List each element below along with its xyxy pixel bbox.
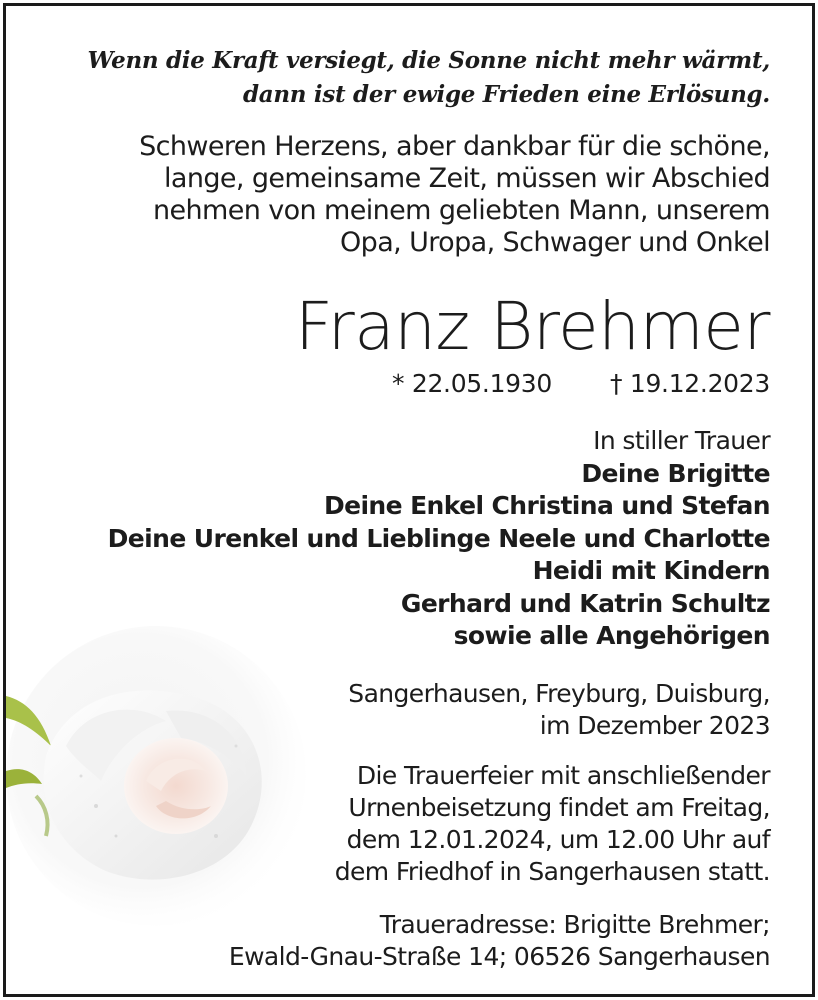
mourner-name: Gerhard und Katrin Schultz [400,588,770,618]
mourning-address [229,909,770,973]
intro-line: Opa, Uropa, Schwager und Onkel [340,227,770,258]
ceremony-line: Die Trauerfeier mit anschließender [356,761,770,790]
ceremony-line: dem Friedhof in Sangerhausen statt. [334,857,770,886]
motto-line: dann ist der ewige Frieden eine Erlösung. [243,81,770,108]
mourners [108,425,770,653]
place-line: im Dezember 2023 [539,711,770,740]
intro-line: lange, gemeinsame Zeit, müssen wir Abschied [163,163,770,194]
life-dates [392,368,770,400]
intro-text [139,131,770,259]
ceremony-line: dem 12.01.2024, um 12.00 Uhr auf [346,825,770,854]
ceremony-info [335,760,770,888]
address-line: Ewald-Gnau-Straße 14; 06526 Sangerhausen [228,942,770,971]
birth-date: * 22.05.1930 [392,369,552,398]
address-line: Traueradresse: Brigitte Brehmer; [379,910,770,939]
mourner-name: Heidi mit Kindern [532,556,770,585]
white-rose-icon [6,606,306,926]
motto [87,44,770,112]
mourner-name: Deine Urenkel und Lieblinge Neele und Charlotte [107,523,770,553]
ceremony-line: Urnenbeisetzung findet am Freitag, [348,793,770,822]
deceased-name: Franz Brehmer [294,288,770,365]
intro-line: Schweren Herzens, aber dankbar für die schöne, [139,131,770,162]
place-line: Sangerhausen, Freyburg, Duisburg, [348,679,770,708]
obituary-card [3,3,815,997]
mourners-intro: In stiller Trauer [593,426,770,455]
mourner-name: sowie alle Angehörigen [453,621,770,650]
motto-line: Wenn die Kraft versiegt, die Sonne nicht mehr wärmt, [87,47,770,74]
intro-line: nehmen von meinem geliebten Mann, unserem [152,195,770,226]
mourner-name: Deine Brigitte [581,458,770,488]
place-date [348,678,770,742]
death-date: † 19.12.2023 [610,369,770,398]
mourner-name: Deine Enkel Christina und Stefan [323,491,770,520]
